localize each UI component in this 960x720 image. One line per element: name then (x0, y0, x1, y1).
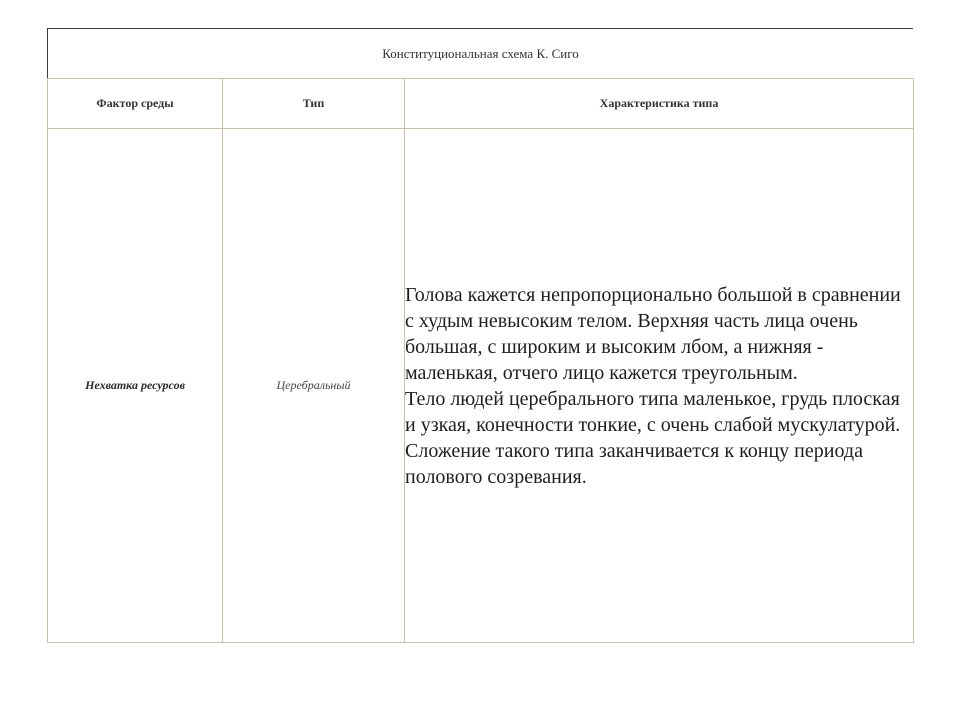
schema-table-frame (47, 28, 913, 643)
cell-characteristic (405, 129, 914, 643)
header-factor: Фактор среды (48, 79, 223, 129)
cell-type: Церебральный (223, 129, 405, 643)
table-row (48, 129, 914, 643)
table-title: Конституциональная схема К. Сиго (382, 45, 579, 61)
description-paragraph: Тело людей церебрального типа маленькое, грудь плоская и узкая, конечности тонкие, с очень слабой мускулатурой. (405, 387, 901, 436)
table-title-row (47, 28, 913, 78)
header-type: Тип (223, 79, 405, 129)
description-paragraph: Сложение такого типа заканчивается к концу периода полового созревания. (405, 439, 863, 488)
cell-factor: Нехватка ресурсов (48, 129, 223, 643)
description-paragraph: Голова кажется непропорционально большой в сравнении с худым невысоким телом. Верхняя часть лица очень большая, с широким и высоким лбом, а нижняя - маленькая, отчего лицо кажется треугольным. (405, 283, 901, 384)
header-characteristic: Характеристика типа (405, 79, 914, 129)
schema-table (47, 78, 914, 643)
header-row (48, 79, 914, 129)
